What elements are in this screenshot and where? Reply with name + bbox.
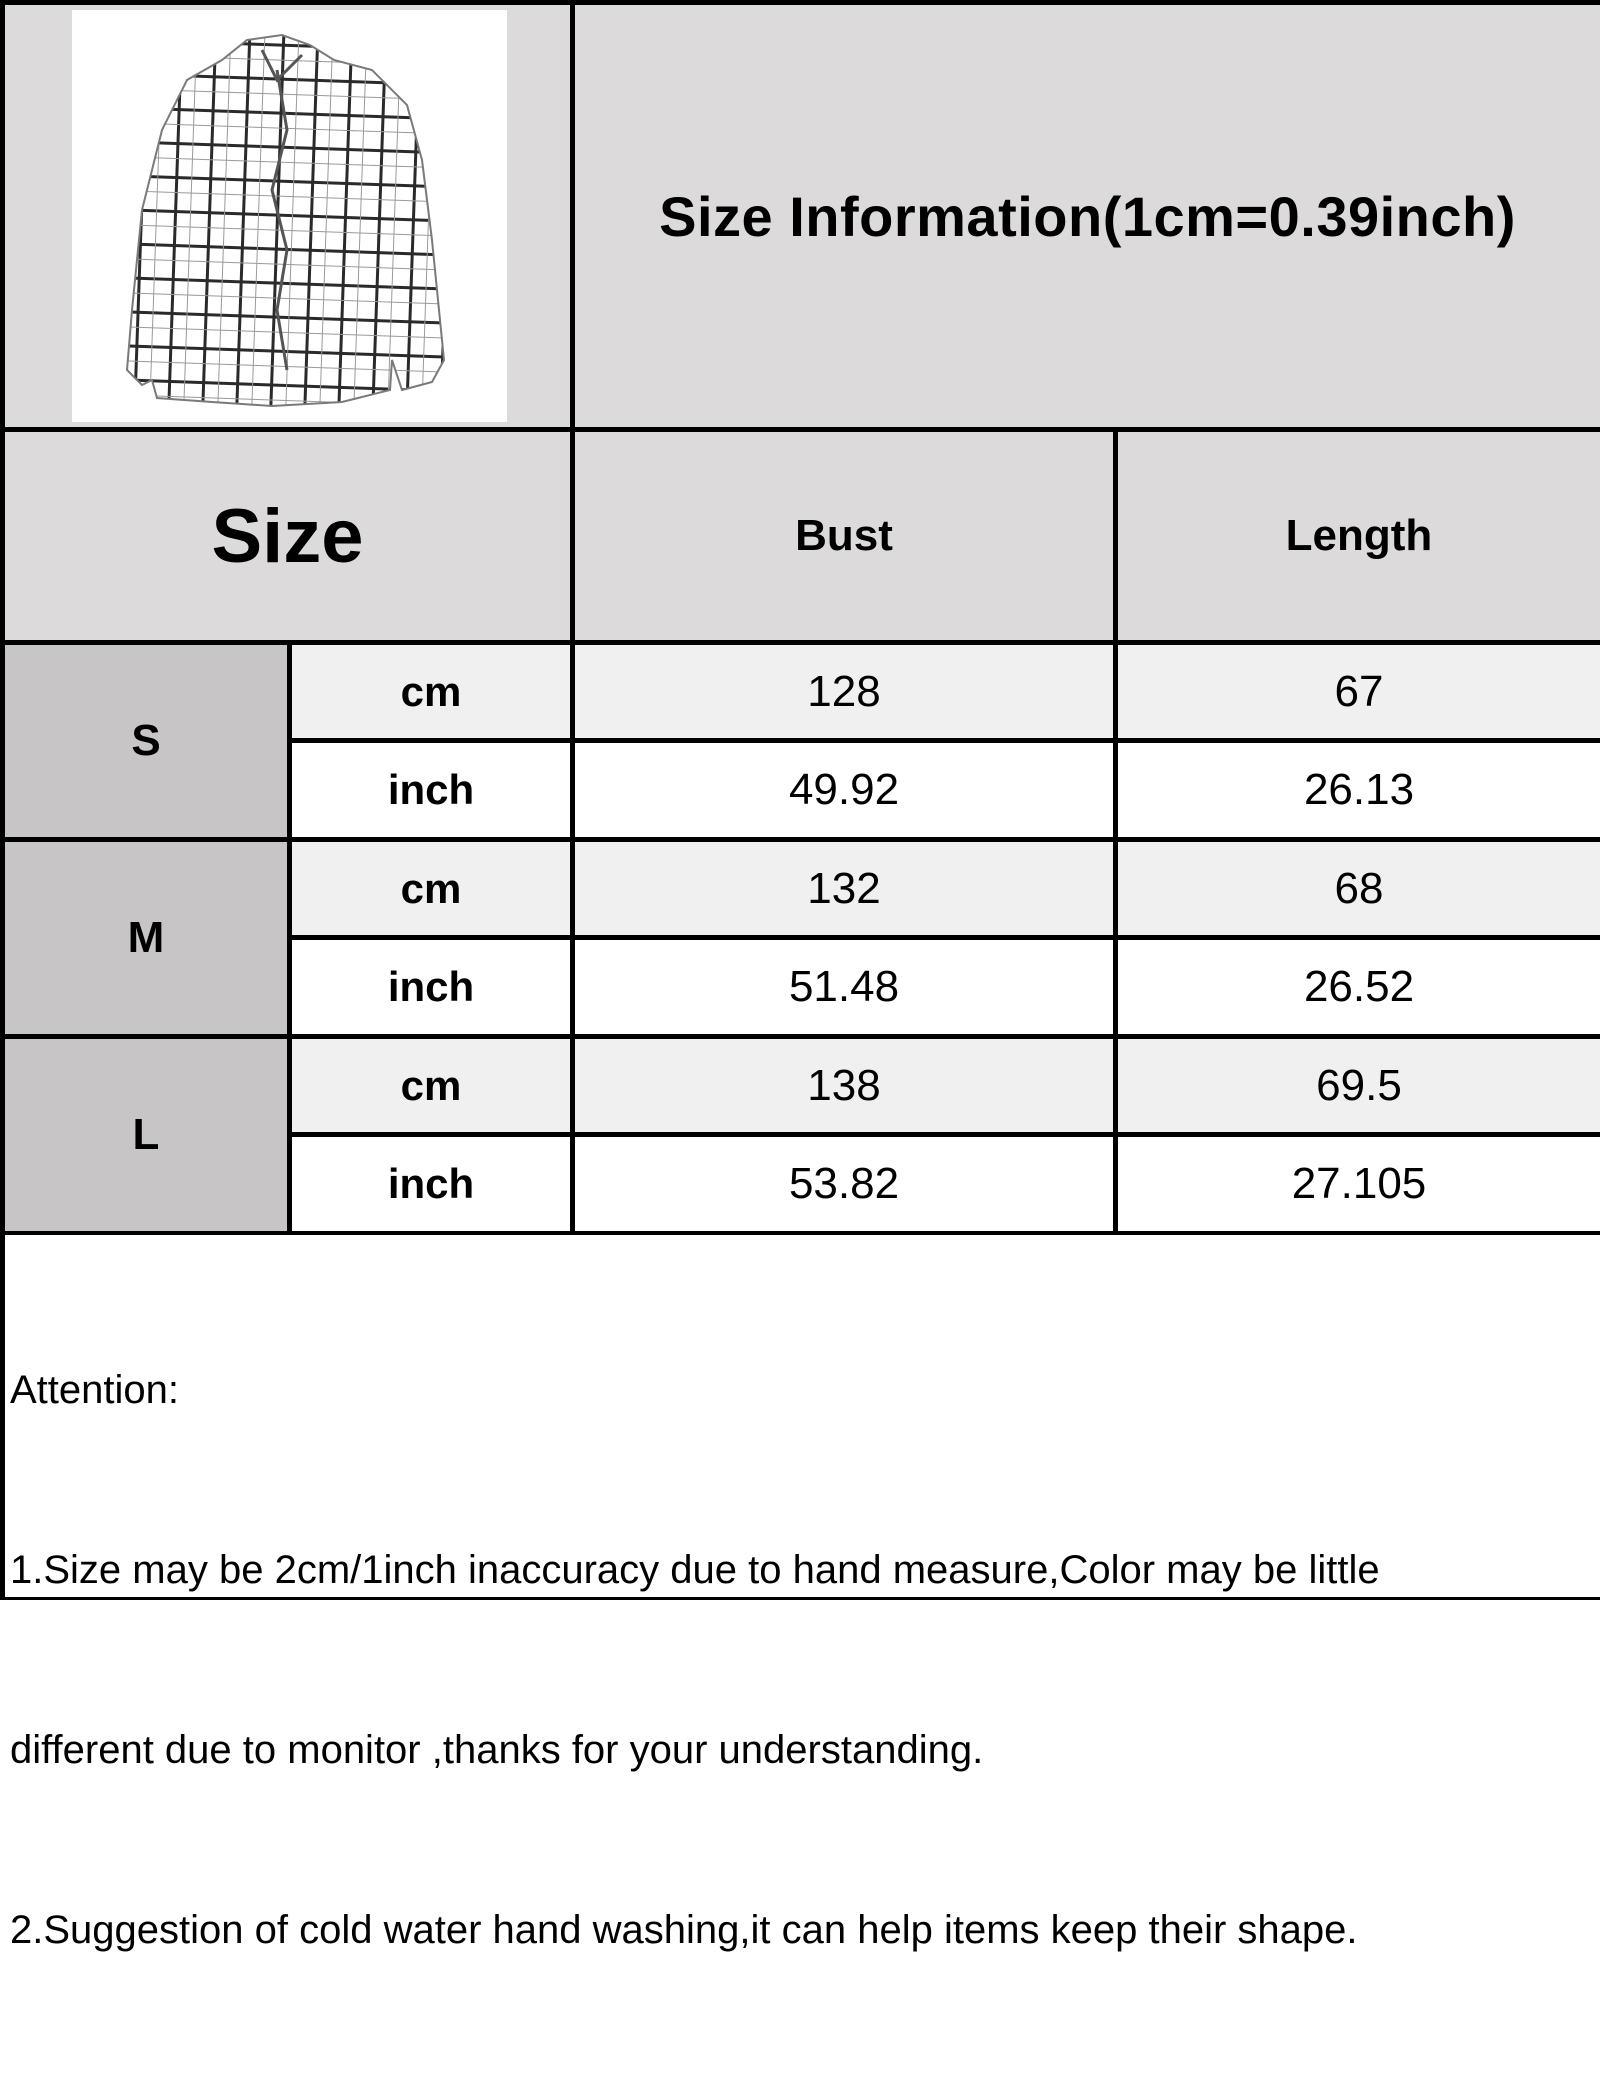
border-top [0,0,1600,5]
bust-header: Bust [795,511,893,560]
bust-value: 49.92 [788,765,900,814]
divider-v [287,645,292,1235]
notes-heading: Attention: [10,1368,180,1412]
length-value-cell [1118,842,1600,935]
divider-h [287,1132,1600,1137]
size-cell-s [5,645,287,837]
length-header-cell [1118,432,1600,640]
divider-h [0,640,1600,645]
divider-h [0,1231,1600,1235]
unit-cell [292,1137,570,1231]
divider-h [0,427,1600,432]
unit-label: inch [387,766,475,813]
unit-cell [292,645,570,738]
divider-h [287,935,1600,940]
bust-value-cell [575,842,1113,935]
unit-label: cm [400,1061,462,1109]
divider-h [0,837,1600,842]
bust-value: 138 [807,1060,881,1110]
bust-value-cell [575,743,1113,837]
size-header: Size [211,493,364,579]
divider-h [0,1034,1600,1039]
length-value-cell [1118,1039,1600,1132]
unit-cell [292,743,570,837]
length-value-cell [1118,940,1600,1034]
unit-cell [292,940,570,1034]
unit-label: inch [387,963,475,1010]
attention-notes [10,1240,1595,2080]
bust-value-cell [575,645,1113,738]
size-cell-l [5,1039,287,1231]
bust-value: 53.82 [788,1159,900,1208]
divider-h [287,738,1600,743]
bust-value-cell [575,940,1113,1034]
unit-label: cm [400,667,462,715]
note-line: 2.Suggestion of cold water hand washing,it can help items keep their shape. [10,1908,1358,1952]
bust-value: 132 [807,863,881,913]
page-title: Size Information(1cm=0.39inch) [659,184,1516,248]
size-label-l: L [132,1110,160,1159]
title-cell [575,5,1600,427]
size-label-m: M [127,913,165,962]
size-label-s: S [131,716,161,765]
divider-v [1113,432,1118,1235]
border-left [0,0,5,1600]
size-header-cell [5,432,570,640]
note-line: 1.Size may be 2cm/1inch inaccuracy due to hand measure,Color may be little [10,1548,1380,1592]
unit-label: inch [387,1160,475,1207]
length-value-cell [1118,743,1600,837]
bust-value-cell [575,1039,1113,1132]
bust-value-cell [575,1137,1113,1231]
bust-value: 128 [807,666,881,716]
length-value: 69.5 [1316,1060,1402,1110]
length-value: 68 [1334,863,1384,913]
length-value-cell [1118,645,1600,738]
size-cell-m [5,842,287,1034]
plaid-shirt-image [72,10,507,422]
length-header: Length [1285,511,1433,560]
length-value: 67 [1334,666,1384,716]
unit-cell [292,842,570,935]
length-value: 26.52 [1303,962,1415,1011]
bust-value: 51.48 [788,962,900,1011]
unit-cell [292,1039,570,1132]
length-value: 26.13 [1303,765,1415,814]
length-value-cell [1118,1137,1600,1231]
bust-header-cell [575,432,1113,640]
unit-label: cm [400,864,462,912]
divider-v [570,0,575,1235]
note-line: different due to monitor ,thanks for your understanding. [10,1728,984,1772]
length-value: 27.105 [1291,1159,1427,1208]
